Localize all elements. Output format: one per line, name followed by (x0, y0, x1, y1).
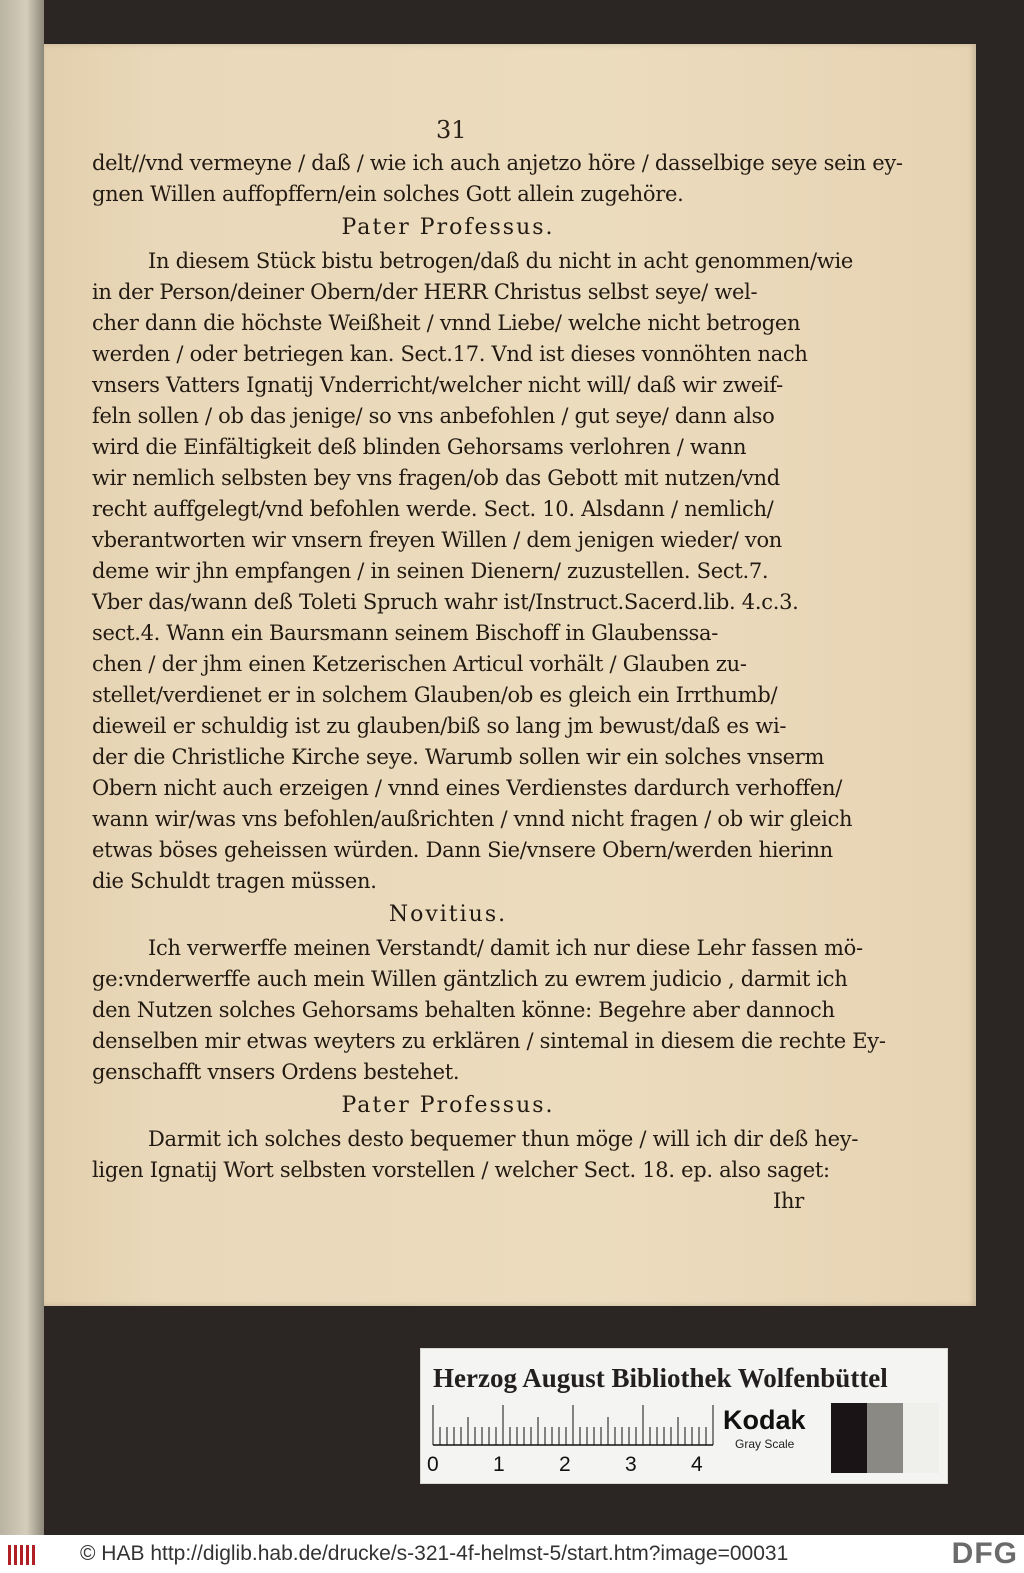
text-line: genschafft vnsers Ordens bestehet. (92, 1060, 460, 1084)
gray-scale-label: Gray Scale (735, 1437, 795, 1451)
text-line: die Schuldt tragen müssen. (92, 869, 377, 893)
text-line: der die Christliche Kirche seye. Warumb sollen wir ein solches vnserm (92, 745, 825, 769)
text-line: gnen Willen auffopffern/ein solches Gott allein zugehöre. (92, 182, 684, 206)
text-line: cher dann die höchste Weißheit / vnnd Liebe/ welche nicht betrogen (92, 311, 801, 335)
footer-url[interactable]: © HAB http://diglib.hab.de/drucke/s-321-4f-helmst-5/start.htm?image=00031 (80, 1542, 789, 1565)
page-number: 31 (436, 116, 467, 144)
dfg-logo: DFG (951, 1537, 1018, 1570)
text-line: wann wir/was vns befohlen/außrichten / vnnd nicht fragen / ob wir gleich (92, 807, 853, 831)
text-line: ge:vnderwerffe auch mein Willen gäntzlich zu ewrem judicio , darmit ich (92, 967, 848, 991)
speaker-heading: Pater Professus. (341, 1093, 555, 1118)
reference-card (420, 1348, 948, 1484)
text-line: denselben mir etwas weyters zu erklären / sintemal in diesem die rechte Ey- (92, 1029, 886, 1053)
text-line: deme wir jhn empfangen / in seinen Dienern/ zuzustellen. Sect.7. (92, 559, 769, 583)
swatch-light (903, 1403, 939, 1473)
speaker-heading: Pater Professus. (341, 215, 555, 240)
text-line: sect.4. Wann ein Baursmann seinem Bischoff in Glaubenssa- (92, 621, 719, 645)
speaker-heading: Novitius. (388, 902, 508, 927)
text-line: Obern nicht auch erzeigen / vnnd eines Verdienstes dardurch verhoffen/ (92, 776, 843, 800)
text-line: Darmit ich solches desto bequemer thun möge / will ich dir deß hey- (148, 1127, 859, 1151)
catchword: Ihr (773, 1189, 804, 1213)
swatch-mid (867, 1403, 903, 1473)
swatch-dark (831, 1403, 867, 1473)
text-line: stellet/verdienet er in solchem Glauben/ob es gleich ein Irrthumb/ (92, 683, 778, 707)
text-line: in der Person/deiner Obern/der HERR Christus selbst seye/ wel- (92, 280, 758, 304)
hab-logo-icon (6, 1542, 42, 1568)
text-line: wir nemlich selbsten bey vns fragen/ob das Gebott mit nutzen/vnd (92, 466, 780, 490)
text-line: etwas böses geheissen würden. Dann Sie/vnsere Obern/werden hierinn (92, 838, 833, 862)
text-line: den Nutzen solches Gehorsams behalten könne: Begehre aber dannoch (92, 998, 835, 1022)
library-name: Herzog August Bibliothek Wolfenbüttel (433, 1363, 888, 1393)
ruler-number: 1 (493, 1453, 505, 1476)
text-line: feln sollen / ob das jenige/ so vns anbefohlen / gut seye/ dann also (92, 404, 775, 428)
ruler-number: 2 (559, 1453, 571, 1476)
text-line: In diesem Stück bistu betrogen/daß du nicht in acht genommen/wie (148, 249, 854, 273)
ruler-number: 4 (691, 1453, 703, 1476)
text-line: vnsers Vatters Ignatij Vnderricht/welcher nicht will/ daß wir zweif- (92, 373, 783, 397)
ruler-labels (421, 1453, 721, 1481)
footer-bar (0, 1535, 1024, 1573)
ruler-number: 3 (625, 1453, 637, 1476)
text-line: chen / der jhm einen Ketzerischen Articul vorhält / Glauben zu- (92, 652, 747, 676)
scale-ruler (433, 1403, 713, 1447)
text-line: ligen Ignatij Wort selbsten vorstellen / welcher Sect. 18. ep. also saget: (92, 1158, 830, 1182)
text-line: Vber das/wann deß Toleti Spruch wahr ist/Instruct.Sacerd.lib. 4.c.3. (92, 590, 799, 614)
text-line: dieweil er schuldig ist zu glauben/biß so lang jm bewust/daß es wi- (92, 714, 787, 738)
text-line: recht auffgelegt/vnd befohlen werde. Sect. 10. Alsdann / nemlich/ (92, 497, 774, 521)
adjacent-page-edge (0, 0, 44, 1535)
text-line: delt//vnd vermeyne / daß / wie ich auch anjetzo höre / dasselbige seye sein ey- (92, 151, 903, 175)
ruler-number: 0 (427, 1453, 439, 1476)
text-line: wird die Einfältigkeit deß blinden Gehorsams verlohren / wann (92, 435, 747, 459)
text-line: Ich verwerffe meinen Verstandt/ damit ich nur diese Lehr fassen mö- (148, 936, 863, 960)
text-line: werden / oder betriegen kan. Sect.17. Vnd ist dieses vonnöhten nach (92, 342, 808, 366)
page-text (92, 148, 903, 1217)
kodak-logo: Kodak (723, 1405, 806, 1435)
text-line: vberantworten wir vnsern freyen Willen / dem jenigen wieder/ von (92, 528, 783, 552)
